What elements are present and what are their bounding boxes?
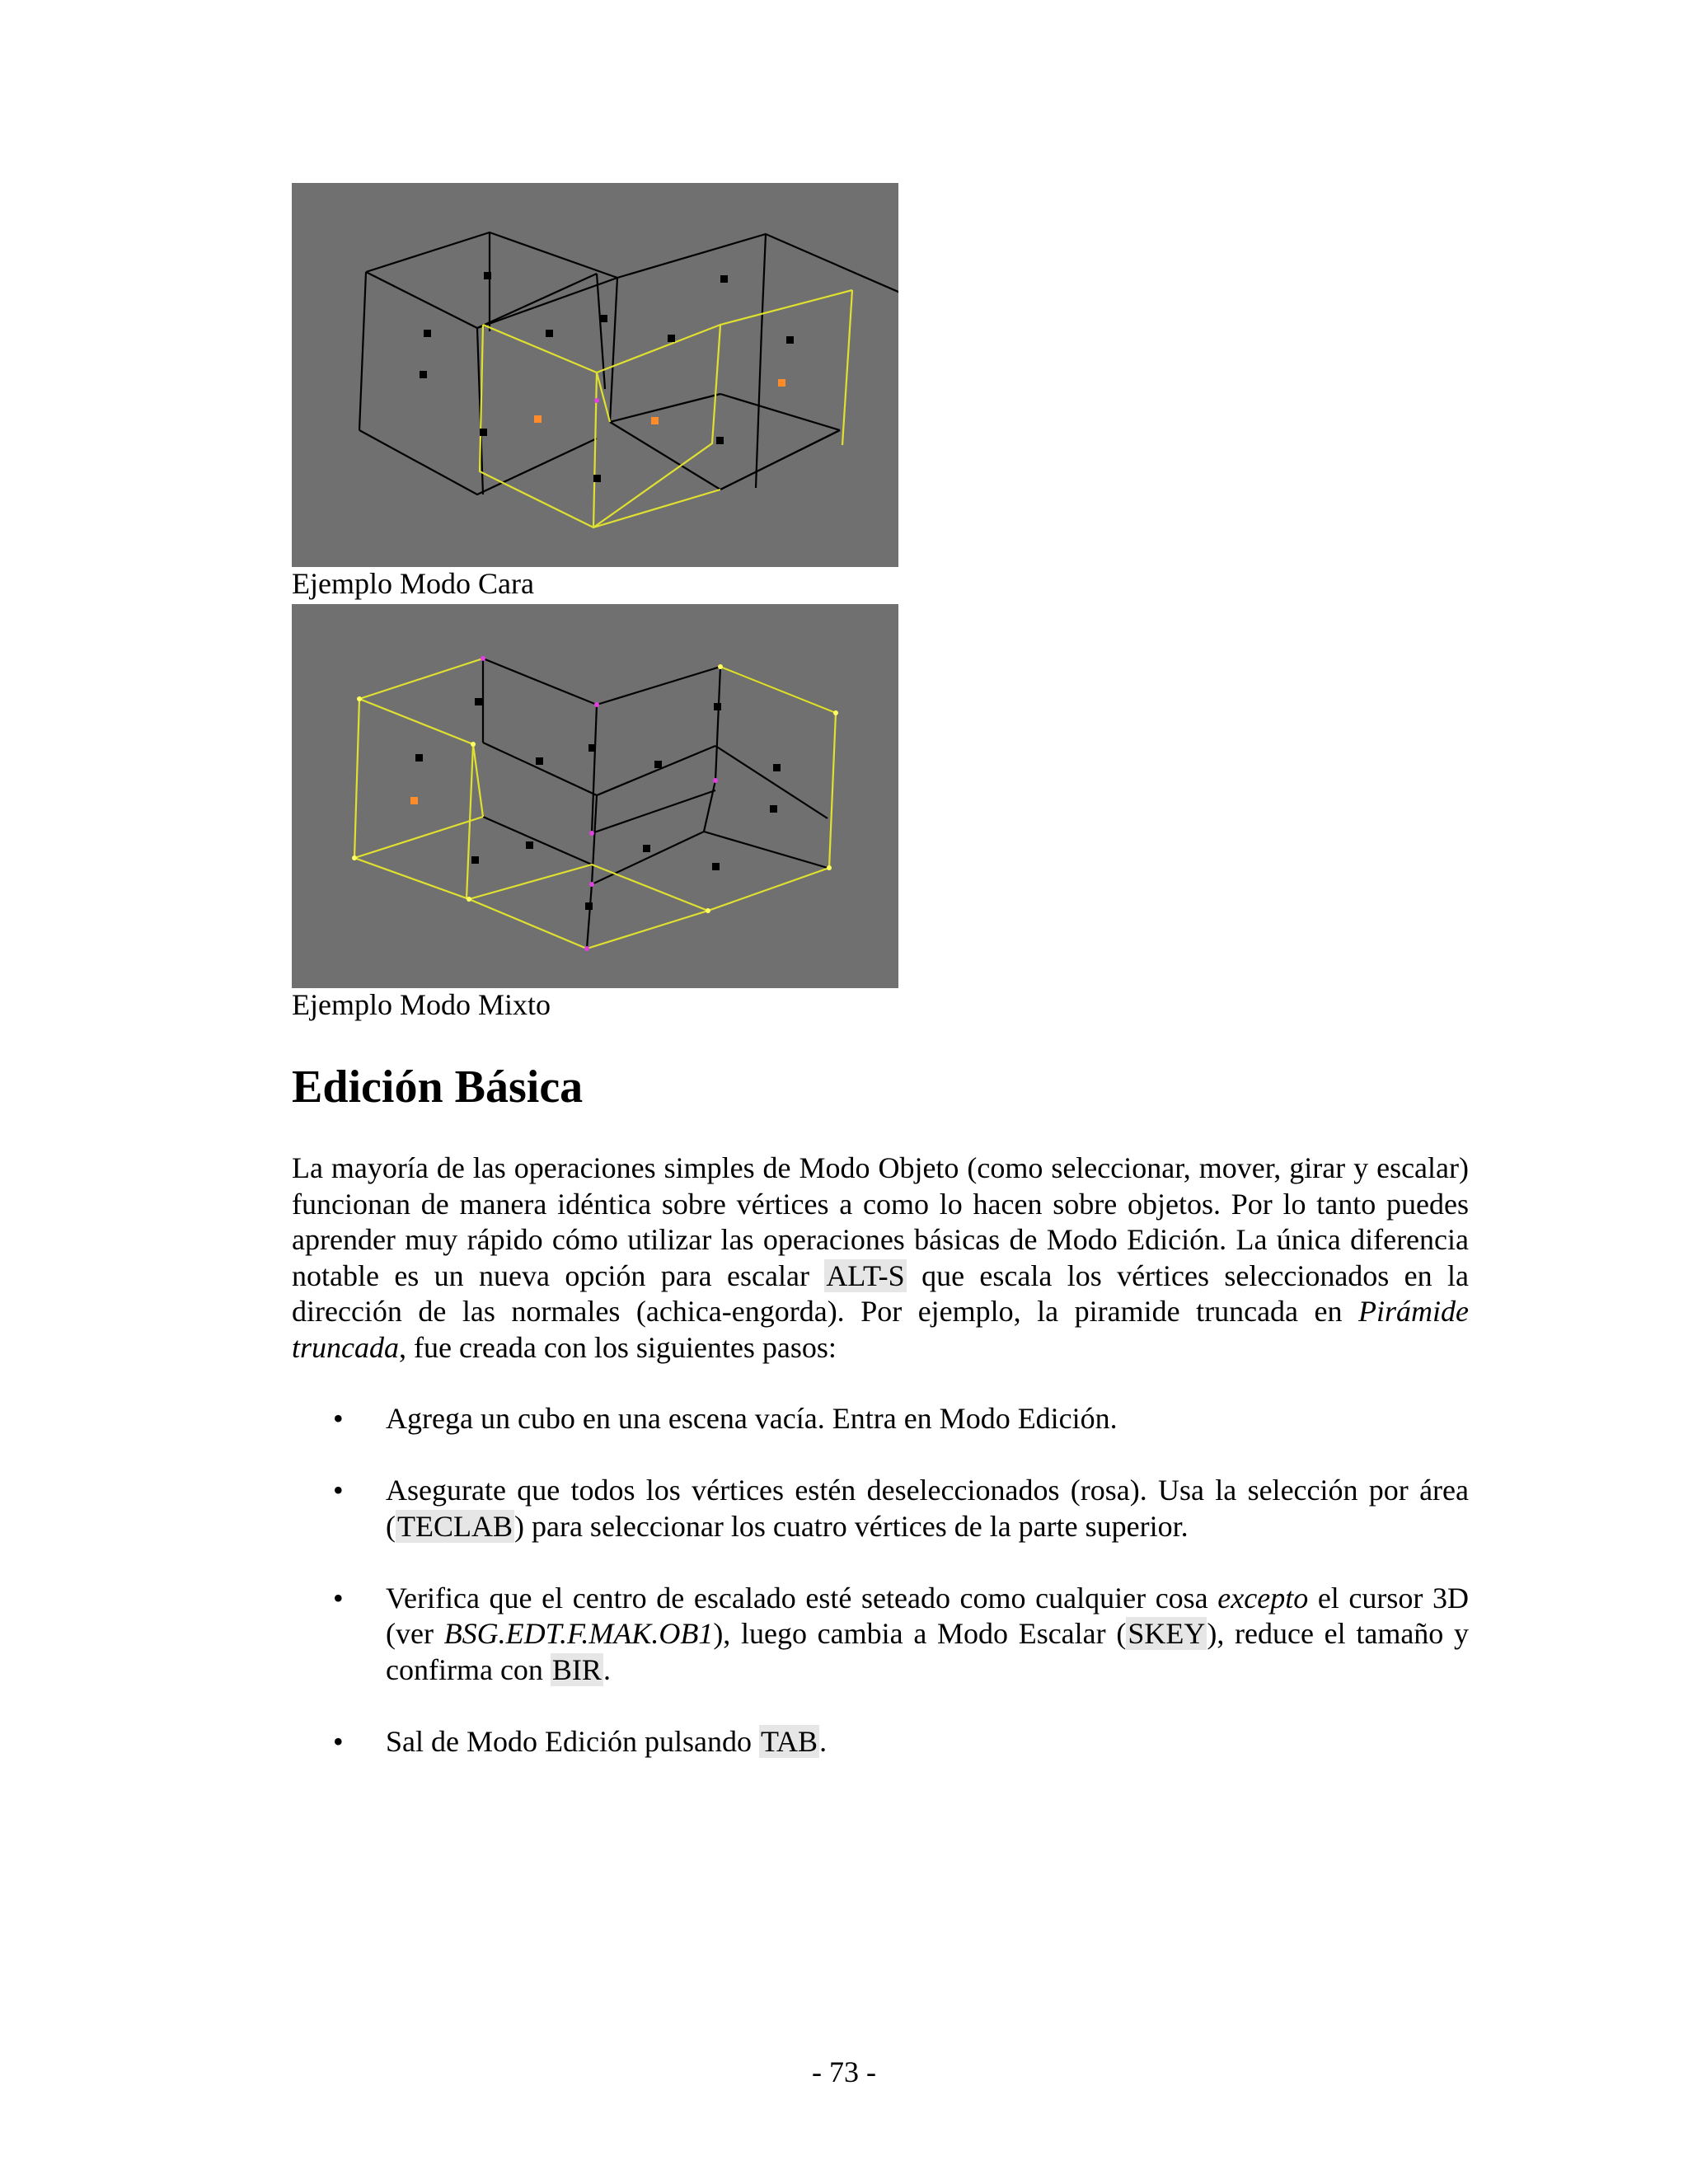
step-text: . [819, 1724, 828, 1758]
bullet: • [333, 1724, 344, 1758]
step-text: el cursor 3D (ver [386, 1581, 1469, 1650]
mixed-mode-figure [292, 604, 898, 988]
step-text: ), reduce el tamaño y confirma con [386, 1617, 1469, 1686]
key-tab: TAB [760, 1724, 818, 1758]
step-text: ) para seleccionar los cuatro vértices de la parte superior. [514, 1509, 1189, 1543]
list-item [292, 1473, 1469, 1544]
page-number: - 73 - [812, 2055, 876, 2088]
face-mode-wireframe [292, 183, 898, 567]
step-text: Sal de Modo Edición pulsando [386, 1724, 759, 1758]
key-alt-s: ALT-S [826, 1258, 905, 1292]
key-skey: SKEY [1128, 1617, 1206, 1650]
reference-link: Pirámide truncada [292, 1295, 1469, 1364]
body-paragraph [292, 1151, 1469, 1366]
face-mode-figure [292, 183, 898, 567]
key-teclab: TECLAB [397, 1509, 513, 1543]
step-text: Verifica que el centro de escalado esté seteado como cualquier cosa [386, 1581, 1218, 1615]
key-bir: BIR [551, 1652, 602, 1686]
step-text: Asegurate que todos los vértices estén deseleccionados (rosa). Usa la selección por área ( [386, 1474, 1469, 1543]
bullet: • [333, 1581, 344, 1615]
list-item [292, 1401, 1469, 1437]
list-item [292, 1724, 1469, 1760]
figure-caption: Ejemplo Modo Cara [292, 567, 534, 600]
step-text: Agrega un cubo en una escena vacía. Entra en Modo Edición. [386, 1402, 1118, 1435]
figure-caption: Ejemplo Modo Mixto [292, 988, 551, 1021]
mixed-mode-wireframe [292, 604, 898, 988]
reference-link: BSG.EDT.F.MAK.OB1 [443, 1617, 714, 1650]
step-text: ), luego cambia a Modo Escalar ( [713, 1617, 1127, 1650]
bullet: • [333, 1402, 344, 1435]
section-heading: Edición Básica [292, 1062, 584, 1113]
step-text: . [603, 1652, 611, 1686]
emphasis: excepto [1217, 1581, 1309, 1615]
bullet: • [333, 1474, 344, 1507]
paragraph-text: La mayoría de las operaciones simples de Modo Objeto (como seleccionar, mover, girar y escalar) funcionan de manera idéntica sobre vértices a como lo hacen sobre objetos. Por lo tanto puedes aprender muy rápido cómo utilizar las operaciones básicas de Modo Edición. La única diferencia notable es un nueva opción para escalar [292, 1151, 1469, 1292]
steps-list [292, 1401, 1469, 1796]
paragraph-text: , fue creada con los siguientes pasos: [399, 1330, 837, 1364]
paragraph-text: que escala los vértices seleccionados en la dirección de las normales (achica-engorda). Por ejemplo, la piramide truncada en [292, 1258, 1469, 1328]
list-item [292, 1581, 1469, 1689]
